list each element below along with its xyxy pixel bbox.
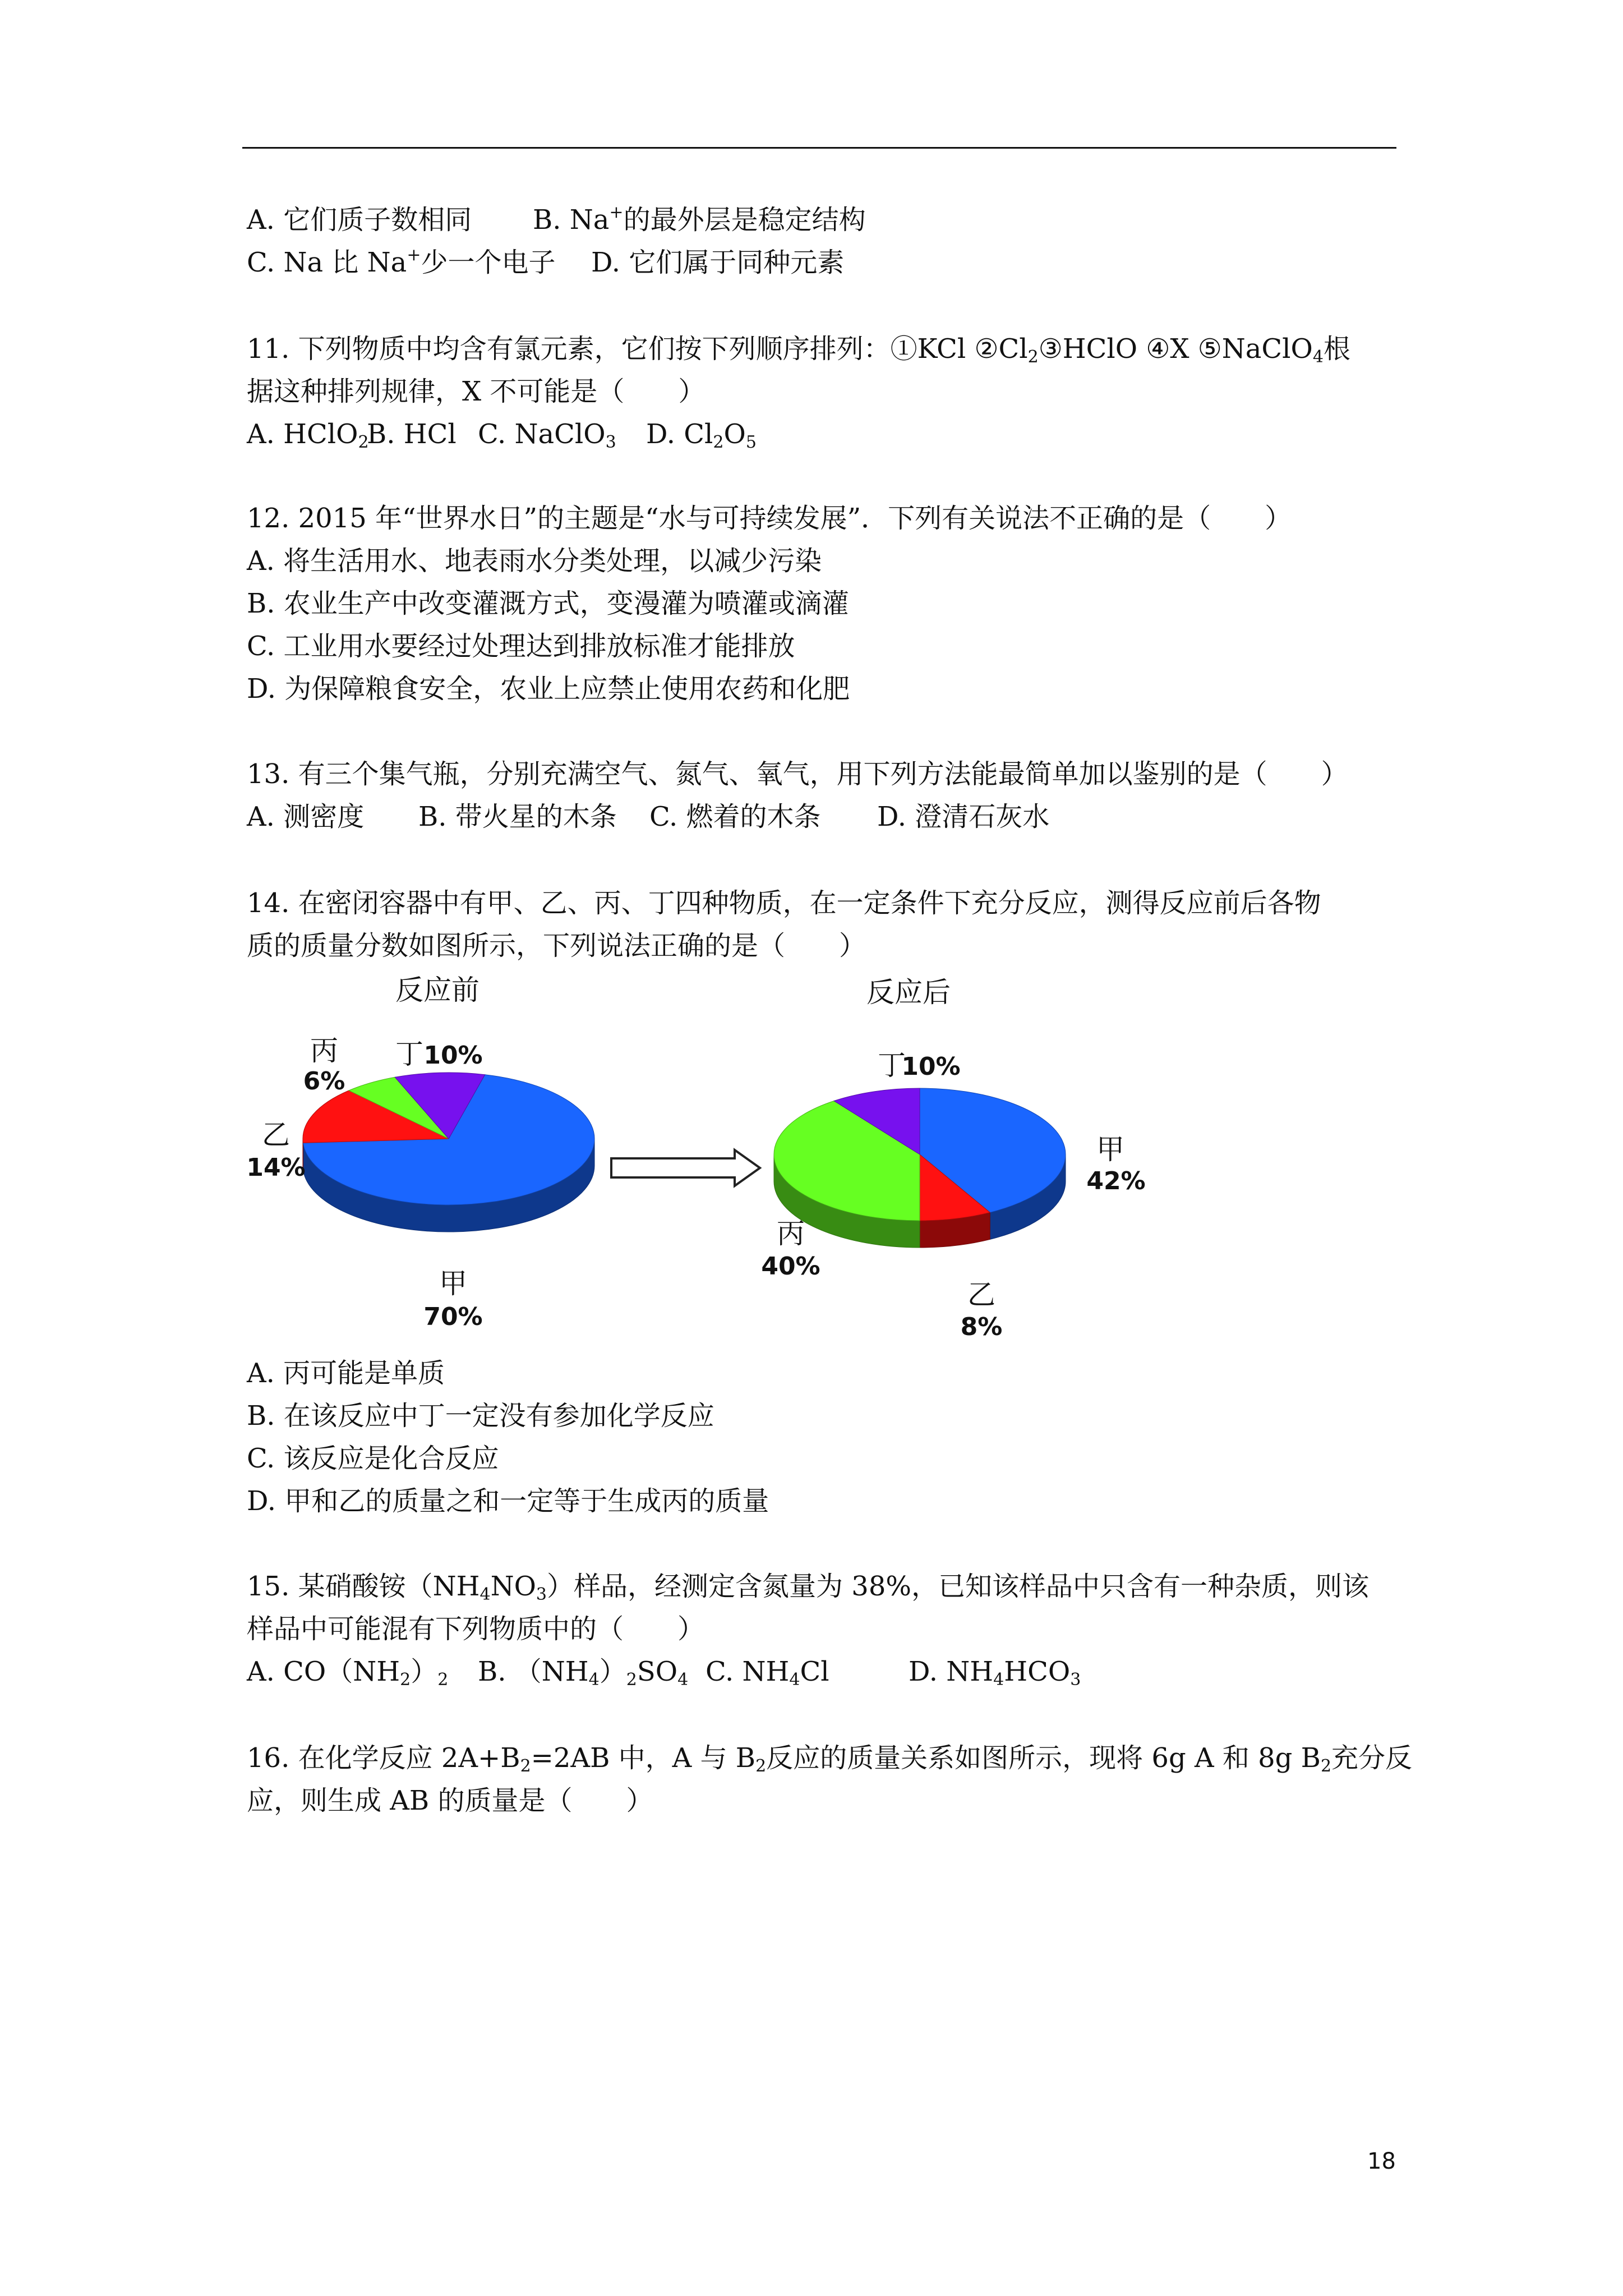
q11-stem-line-2: 据这种排列规律，X 不可能是（ ） [247, 376, 706, 407]
q11-option-d: D. $Cl_2O_5$ [646, 418, 757, 452]
q14-stem-line-2: 质的质量分数如图所示，下列说法正确的是（ ） [247, 930, 866, 961]
reaction-arrow [611, 1150, 760, 1186]
q10-option-d: D. 它们属于同种元素 [591, 247, 845, 278]
pie-charts-svg [241, 976, 1161, 1346]
q11-option-b: B. HCl [367, 418, 457, 450]
q14-stem-line-1: 14. 在密闭容器中有甲、乙、丙、丁四种物质，在一定条件下充分反应，测得反应前后各物 [247, 887, 1321, 919]
pie-label-丙: 丙 [310, 1034, 338, 1067]
pie-title: 反应前 [395, 976, 479, 1006]
q13-option-c: C. 燃着的木条 [649, 801, 821, 832]
q16-stem-line-1: 16. 在化学反应 $2A+B_2=2AB$ 中，A 与 $B_2$反应的质量关系如图所示，现将 6g A 和 8g $B_2$充分反 [247, 1742, 1413, 1776]
q14-option-a: A. 丙可能是单质 [247, 1358, 445, 1389]
q15-option-c: C. $NH_4Cl$ [706, 1656, 829, 1690]
pie-charts-figure [241, 976, 1161, 1349]
pie-value-丙: 6% [303, 1067, 345, 1096]
pie-label-丁: 丁 [395, 1038, 423, 1070]
q14-option-b: B. 在该反应中丁一定没有参加化学反应 [247, 1400, 714, 1432]
q12-option-c: C. 工业用水要经过处理达到排放标准才能排放 [247, 631, 795, 662]
pie-value-甲: 70% [423, 1303, 483, 1331]
q14-option-d: D. 甲和乙的质量之和一定等于生成丙的质量 [247, 1485, 769, 1517]
q12-option-d: D. 为保障粮食安全，农业上应禁止使用农药和化肥 [247, 673, 850, 705]
pie-chart-after [761, 976, 1145, 1341]
q13-option-a: A. 测密度 [247, 801, 365, 832]
q15-stem-line-2: 样品中可能混有下列物质中的（ ） [247, 1613, 705, 1645]
q11-stem-line-1: 11. 下列物质中均含有氯元素，它们按下列顺序排列：①KCl $②Cl_2③HClO$ ④X ⑤NaClO$_4$根 [247, 333, 1350, 367]
q12-stem: 12. 2015 年“世界水日”的主题是“水与可持续发展”．下列有关说法不正确的是（ ） [247, 503, 1292, 534]
pie-value-丁: 10% [901, 1052, 961, 1081]
q13-stem: 13. 有三个集气瓶，分别充满空气、氮气、氧气，用下列方法能最简单加以鉴别的是（ ） [247, 758, 1348, 790]
pie-label-丁: 丁 [878, 1049, 906, 1082]
pie-value-甲: 42% [1086, 1167, 1146, 1195]
q15-option-a: A. $CO(NH_2)_2$ [247, 1656, 449, 1690]
page-number: 18 [1367, 2148, 1396, 2174]
q13-option-b: B. 带火星的木条 [418, 801, 617, 832]
pie-label-丙: 丙 [777, 1217, 805, 1250]
q15-option-b: B. $(NH_4)_2SO_4$ [478, 1656, 689, 1690]
q11-option-a: A. HClO$_2$ [247, 418, 369, 452]
q10-option-a: A. 它们质子数相同 [247, 204, 472, 236]
q13-option-d: D. 澄清石灰水 [877, 801, 1050, 832]
pie-chart-before [246, 976, 594, 1331]
pie-label-甲: 甲 [439, 1267, 467, 1300]
header-rule [242, 147, 1396, 149]
q15-stem-line-1: 15. 某硝酸铵$(NH_4NO_3)$样品，经测定含氮量为 38%，已知该样品中只含有一种杂质，则该 [247, 1571, 1369, 1604]
pie-title: 反应后 [866, 976, 951, 1009]
q12-option-a: A. 将生活用水、地表雨水分类处理，以减少污染 [247, 545, 822, 577]
q12-option-b: B. 农业生产中改变灌溉方式，变漫灌为喷灌或滴灌 [247, 588, 849, 619]
pie-value-乙: 8% [960, 1313, 1003, 1341]
q11-option-c: C. NaClO$_3$ [478, 418, 616, 452]
pie-value-乙: 14% [246, 1153, 306, 1182]
q14-option-c: C. 该反应是化合反应 [247, 1443, 499, 1474]
q10-options-row-2 [247, 245, 845, 347]
q15-option-d: D. $NH_4HCO_3$ [909, 1656, 1081, 1690]
pie-label-甲: 甲 [1096, 1133, 1124, 1166]
pie-label-乙: 乙 [967, 1278, 995, 1311]
q10-option-c: C. Na 比 Na+少一个电子 [247, 245, 556, 278]
pie-value-丙: 40% [761, 1252, 820, 1281]
q10-option-b: B. Na+的最外层是稳定结构 [533, 203, 866, 236]
q16-stem-line-2: 应，则生成 AB 的质量是（ ） [247, 1785, 653, 1816]
pie-label-乙: 乙 [262, 1119, 290, 1151]
pie-value-丁: 10% [423, 1041, 483, 1070]
